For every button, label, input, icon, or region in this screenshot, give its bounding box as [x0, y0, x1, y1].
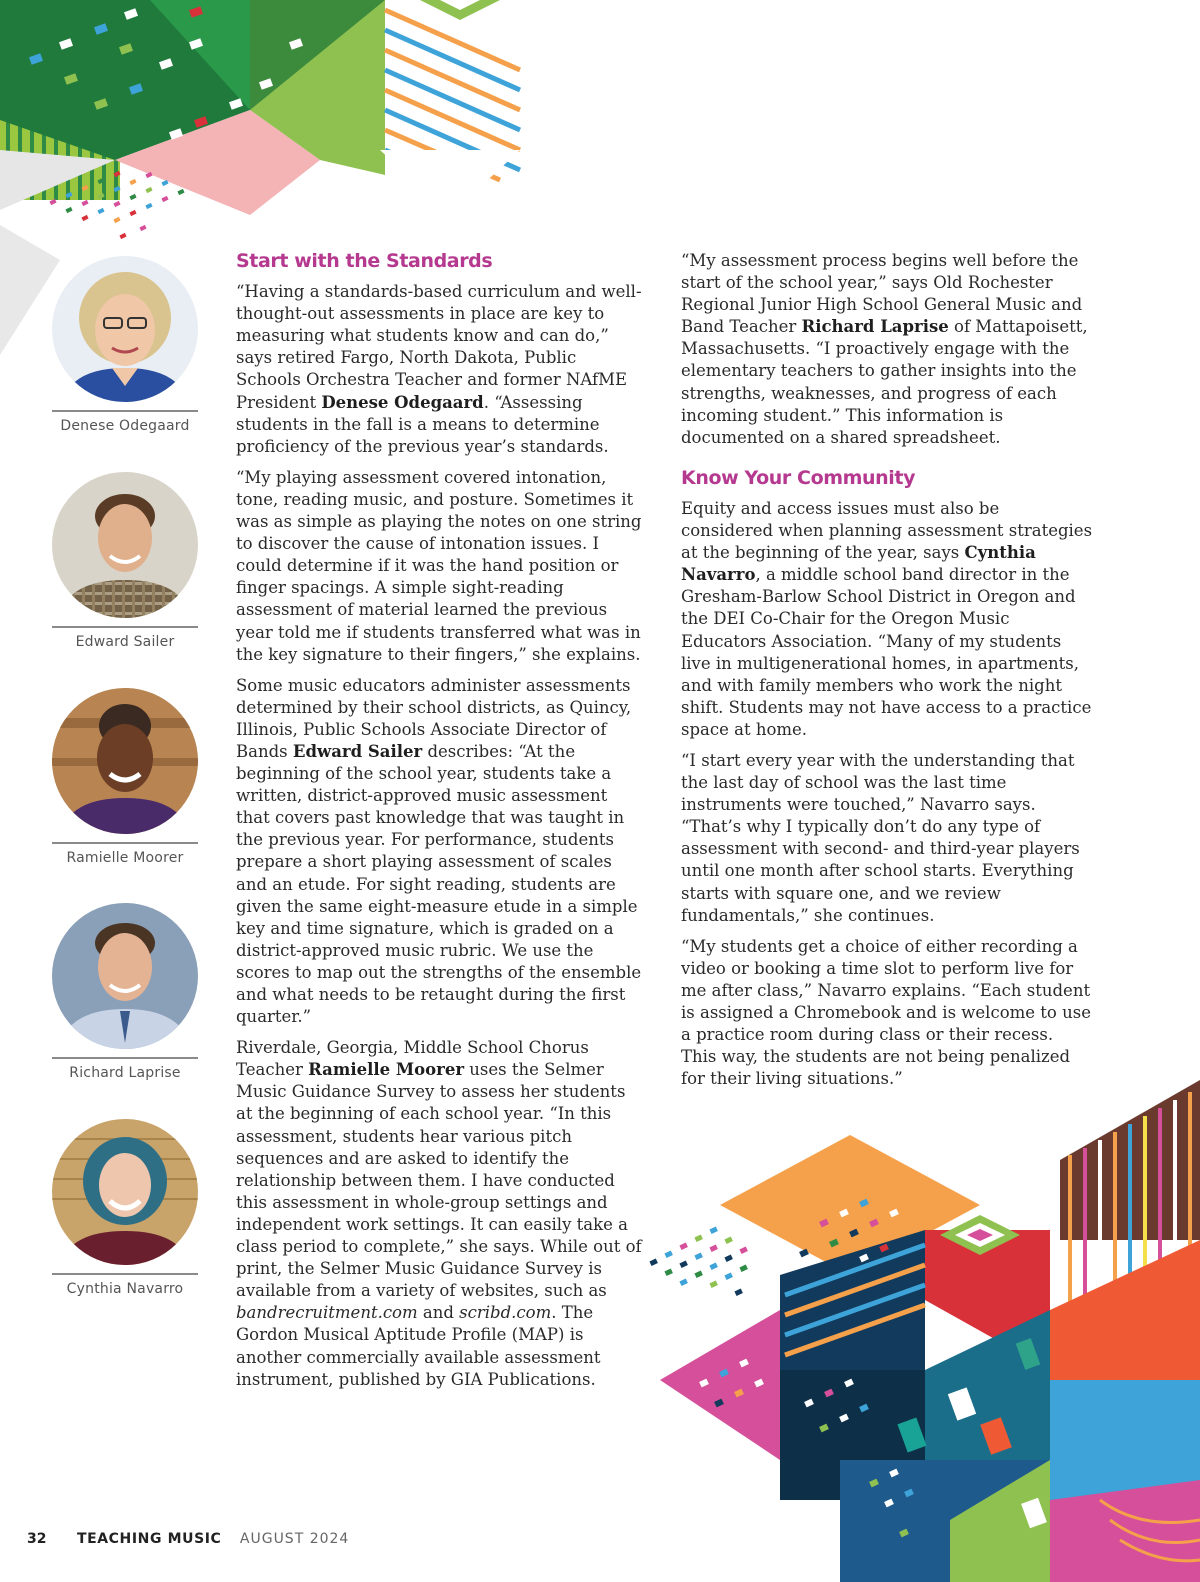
avatar	[52, 688, 198, 834]
paragraph: “My students get a choice of either recording a video or booking a time slot to perform live for me after class,” Navarro explains. “Each student is assigned a Chromebook and is welcome to use a practice room during class or their recess. This way, the students are not being penalized for their living situations.”	[681, 936, 1091, 1089]
person-name-bold: Cynthia Navarro	[681, 543, 1036, 585]
contributor-name: Cynthia Navarro	[66, 1281, 184, 1297]
paragraph: “My playing assessment covered intonation, tone, reading music, and posture. Sometimes it was as simple as playing the notes on one string to discover the cause of intonation issues. I could determine if it was the hand position or finger spacings. A simple sight-reading assessment of material learned the previous year told me if students transferred what was in the key signature to their fingers,” she explains.	[236, 467, 642, 664]
portrait-ramielle-moorer-image	[52, 688, 198, 834]
person-name-bold: Denese Odegaard	[321, 392, 484, 412]
top-geometric-decoration	[0, 0, 530, 250]
paragraph: Riverdale, Georgia, Middle School Chorus Teacher Ramielle Moorer uses the Selmer Music Guidance Survey to assess her students at the beginning of each school year. “In this assessment, students hear various pitch sequences and are asked to identify the relationship between them. I have conducted this assessment in whole-group settings and independent work settings. It can easily take a class period to complete,” she says. While out of print, the Selmer Music Guidance Survey is available from a variety of websites, such as bandrecruitment.com and scribd.com. The Gordon Musical Aptitude Profile (MAP) is another commercially available assessment instrument, published by GIA Publications.	[236, 1038, 642, 1389]
article-column-left	[236, 250, 644, 1400]
paragraph: Equity and access issues must also be considered when planning assessment strategies at the beginning of the year, says Cynthia Navarro, a middle school band director in the Gresham-Barlow School District in Oregon and the DEI Co-Chair for the Oregon Music Educators Association. “Many of my students live in multigenerational homes, in apartments, and with family members who work the night shift. Students may not have access to a practice space at home.	[681, 498, 1093, 739]
portrait-richard-laprise-image	[52, 903, 198, 1049]
contributor-name: Denese Odegaard	[60, 418, 190, 434]
website-name: scribd.com	[459, 1303, 552, 1323]
name-rule-divider	[52, 626, 198, 628]
person-name-bold: Ramielle Moorer	[308, 1060, 465, 1080]
paragraph: “I start every year with the understanding that the last day of school was the last time instruments were touched,” Navarro says. “That’s why I typically don’t do any type of assessment with second- and third-year players until one month after school starts. Everything starts with square one, and we review fundamentals,” she continues.	[681, 750, 1080, 925]
name-rule-divider	[52, 1057, 198, 1059]
name-rule-divider	[52, 1273, 198, 1275]
name-rule-divider	[52, 410, 198, 412]
contributor-name: Richard Laprise	[69, 1065, 181, 1081]
magazine-name: TEACHING MUSIC	[76, 1531, 222, 1547]
portrait-edward-sailer-image	[52, 472, 198, 618]
avatar	[52, 1119, 198, 1265]
name-rule-divider	[52, 842, 198, 844]
issue-date: AUGUST 2024	[239, 1531, 350, 1547]
portrait-cynthia-navarro-image	[52, 1119, 198, 1265]
section-heading-community: Know Your Community	[681, 466, 916, 489]
avatar	[52, 472, 198, 618]
article-column-right	[681, 250, 1093, 1099]
person-name-bold: Richard Laprise	[801, 317, 949, 337]
contributor-name: Edward Sailer	[75, 634, 175, 650]
contributor-card	[40, 256, 210, 434]
page-footer	[27, 1531, 349, 1547]
page-number: 32	[27, 1531, 47, 1547]
contributor-card	[40, 903, 210, 1081]
person-name-bold: Edward Sailer	[292, 741, 423, 761]
paragraph: “Having a standards-based curriculum and well-thought-out assessments in place are key to measuring what students know and can do,” says retired Fargo, North Dakota, Public Schools Orchestra Teacher and former NAfME President Denese Odegaard. “Assessing students in the fall is a means to determine proficiency of the previous year’s standards.	[236, 282, 642, 456]
contributor-name: Ramielle Moorer	[66, 850, 184, 866]
avatar	[52, 903, 198, 1049]
contributor-card	[40, 472, 210, 650]
contributor-card	[40, 688, 210, 866]
website-name: bandrecruitment.com	[236, 1303, 418, 1323]
contributor-card	[40, 1119, 210, 1297]
bottom-geometric-decoration	[640, 1080, 1200, 1582]
portrait-denese-odegaard-image	[52, 256, 198, 402]
avatar	[52, 256, 198, 402]
section-heading-standards: Start with the Standards	[236, 250, 493, 272]
paragraph: Some music educators administer assessments determined by their school districts, as Quincy, Illinois, Public Schools Associate Director of Bands Edward Sailer describes: “At the beginning of the school year, students take a written, district-approved music assessment that covers past knowledge that was taught in the previous year. For performance, students prepare a short playing assessment of scales and an etude. For sight reading, students are given the same eight-measure etude in a simple key and time signature, which is graded on a district-approved music rubric. We use the scores to map out the strengths of the ensemble and what needs to be retaught during the first quarter.”	[236, 675, 642, 1027]
paragraph: “My assessment process begins well before the start of the school year,” says Old Rochester Regional Junior High School General Music and Band Teacher Richard Laprise of Mattapoisett, Massachusetts. “I proactively engage with the elementary teachers to gather insights into the strengths, weaknesses, and progress of each incoming student.” This information is documented on a shared spreadsheet.	[681, 251, 1088, 447]
